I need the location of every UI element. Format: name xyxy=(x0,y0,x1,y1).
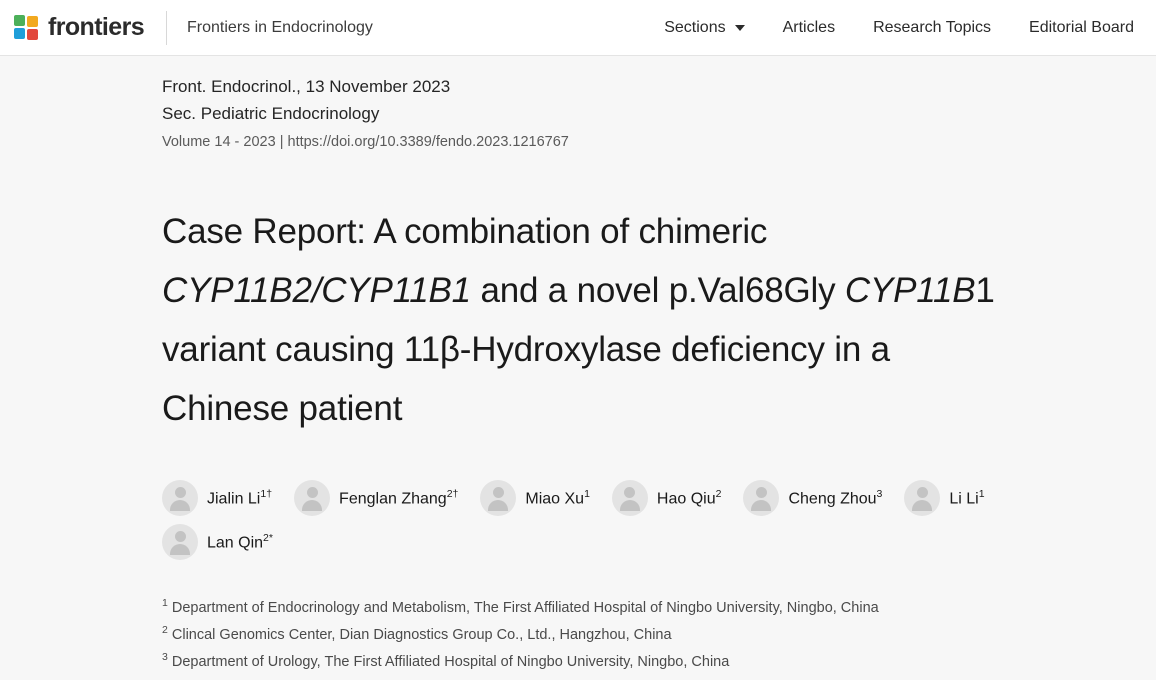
avatar xyxy=(743,480,779,516)
title-segment: CYP11B xyxy=(844,271,976,310)
author[interactable] xyxy=(162,524,273,560)
nav-item-sections[interactable] xyxy=(664,19,744,37)
author-affiliation-marker: 3 xyxy=(876,487,883,500)
author[interactable] xyxy=(480,480,590,516)
author-name[interactable] xyxy=(525,488,590,508)
author[interactable] xyxy=(743,480,882,516)
header-divider xyxy=(166,11,167,45)
author[interactable] xyxy=(294,480,458,516)
journal-section-line: Sec. Pediatric Endocrinology xyxy=(162,104,380,123)
author-affiliation-marker: 1† xyxy=(260,487,273,500)
author-name-text: Fenglan Zhang xyxy=(339,490,447,508)
author-affiliation-marker: 2* xyxy=(263,531,273,544)
article-page xyxy=(0,56,1156,680)
author-affiliation-marker: 2 xyxy=(715,487,722,500)
nav-item-articles[interactable] xyxy=(783,19,835,37)
avatar xyxy=(162,524,198,560)
title-segment: 1 variant causing 11β-Hydroxylase deficiency in a Chinese patient xyxy=(162,271,995,428)
avatar xyxy=(162,480,198,516)
author-name[interactable] xyxy=(949,488,984,508)
author[interactable] xyxy=(162,480,272,516)
chevron-down-icon xyxy=(735,25,745,31)
nav-item-label: Sections xyxy=(664,18,726,36)
avatar xyxy=(294,480,330,516)
author-affiliation-marker: 1 xyxy=(584,487,590,500)
author-name-text: Cheng Zhou xyxy=(788,490,877,508)
affiliation-marker: 2 xyxy=(162,623,168,636)
main-navigation xyxy=(664,19,1138,37)
affiliation xyxy=(162,646,1062,673)
title-segment: and a novel p.Val68Gly xyxy=(470,271,845,310)
article-content xyxy=(0,74,1156,672)
author-name[interactable] xyxy=(657,488,722,508)
author-name-text: Li Li xyxy=(949,490,979,508)
nav-item-label: Articles xyxy=(782,18,836,36)
affiliation xyxy=(162,619,1062,646)
site-header xyxy=(0,0,1156,56)
doi-link[interactable]: https://doi.org/10.3389/fendo.2023.1216767 xyxy=(287,134,569,150)
avatar xyxy=(612,480,648,516)
avatar xyxy=(480,480,516,516)
title-segment: CYP11B2/CYP11B1 xyxy=(162,271,471,310)
author-name-text: Miao Xu xyxy=(525,490,585,508)
nav-item-label: Editorial Board xyxy=(1029,18,1134,36)
author[interactable] xyxy=(904,480,984,516)
author-name[interactable] xyxy=(339,488,458,508)
nav-item-label: Research Topics xyxy=(873,18,992,36)
affiliation-text: Clincal Genomics Center, Dian Diagnostics Group Co., Ltd., Hangzhou, China xyxy=(167,626,672,643)
affiliation-text: Department of Urology, The First Affiliated Hospital of Ningbo University, Ningbo, China xyxy=(167,653,730,670)
author-name[interactable] xyxy=(788,488,882,508)
volume-text: Volume 14 - 2023 | xyxy=(162,134,288,150)
author-affiliation-marker: 2† xyxy=(446,487,459,500)
author-list xyxy=(162,480,1042,560)
author[interactable] xyxy=(612,480,722,516)
affiliation-list xyxy=(162,592,1062,672)
affiliation-text: Department of Endocrinology and Metabolism, The First Affiliated Hospital of Ningbo University, Ningbo, China xyxy=(167,599,879,616)
author-affiliation-marker: 1 xyxy=(978,487,985,500)
author-name-text: Hao Qiu xyxy=(656,490,716,508)
journal-title[interactable]: Frontiers in Endocrinology xyxy=(187,18,373,36)
affiliation xyxy=(162,592,1062,619)
author-name-text: Jialin Li xyxy=(207,490,261,508)
author-name-text: Lan Qin xyxy=(207,534,264,552)
affiliation-marker: 3 xyxy=(162,650,168,663)
author-name[interactable] xyxy=(207,488,272,508)
volume-doi-line xyxy=(162,134,1116,150)
avatar xyxy=(904,480,940,516)
logo-wordmark: frontiers xyxy=(48,13,145,41)
affiliation-marker: 1 xyxy=(162,597,168,609)
journal-date-line: Front. Endocrinol., 13 November 2023 xyxy=(162,77,451,96)
title-segment: Case Report: A combination of chimeric xyxy=(162,212,768,251)
frontiers-logo[interactable] xyxy=(14,13,144,42)
author-name[interactable] xyxy=(207,532,273,552)
nav-item-editorial-board[interactable] xyxy=(1029,19,1134,37)
page-title xyxy=(162,202,1022,438)
frontiers-logo-icon xyxy=(14,15,40,41)
nav-item-research-topics[interactable] xyxy=(873,19,991,37)
